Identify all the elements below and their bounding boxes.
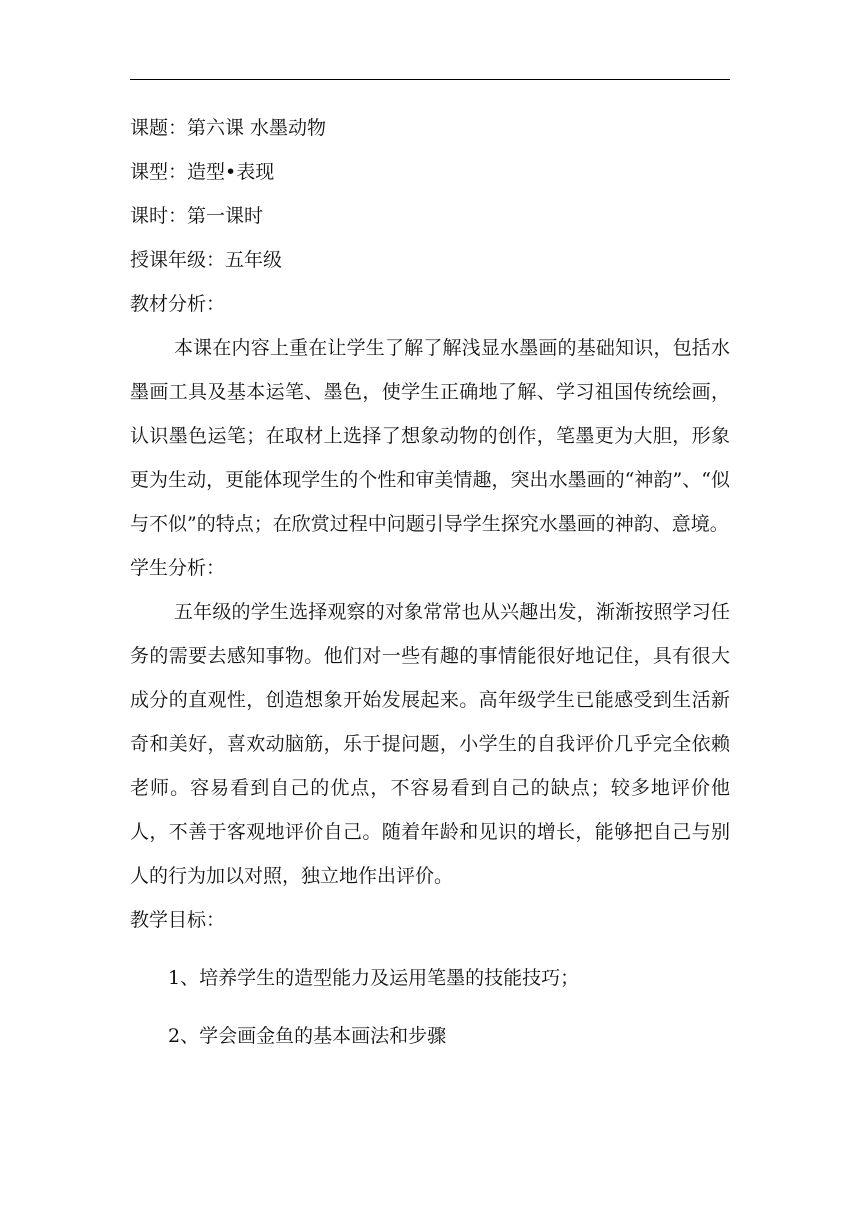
material-analysis-text: 本课在内容上重在让学生了解了解浅显水墨画的基础知识，包括水墨画工具及基本运笔、墨色，使学生正确地了解、学习祖国传统绘画，认识墨色运笔；在取材上选择了想象动物的创作，笔墨更为大胆，形象更为生动，更能体现学生的个性和审美情趣，突出水墨画的“神韵”、“似与不似”的特点；在欣赏过程中问题引导学生探究水墨画的神韵、意境。	[130, 337, 730, 535]
lesson-period: 课时：第一课时	[130, 205, 264, 227]
header-rule	[130, 79, 730, 80]
lesson-grade: 授课年级：五年级	[130, 249, 283, 271]
student-analysis-text: 五年级的学生选择观察的对象常常也从兴趣出发，渐渐按照学习任务的需要去感知事物。他们对一些有趣的事情能很好地记住，具有很大成分的直观性，创造想象开始发展起来。高年级学生已能感受到生活新奇和美好，喜欢动脑筋，乐于提问题，小学生的自我评价几乎完全依赖老师。容易看到自己的优点，不容易看到自己的缺点；较多地评价他人，不善于客观地评价自己。随着年龄和见识的增长，能够把自己与别人的行为加以对照，独立地作出评价。	[130, 601, 730, 887]
lesson-type: 课型：造型•表现	[130, 161, 275, 183]
student-analysis-heading: 学生分析：	[130, 557, 226, 579]
teaching-goals-heading: 教学目标：	[130, 909, 226, 931]
document-body	[130, 106, 730, 1065]
lesson-topic: 课题：第六课 水墨动物	[130, 117, 327, 139]
teaching-goal-item: 2、学会画金鱼的基本画法和步骤	[168, 1025, 447, 1047]
material-analysis-heading: 教材分析：	[130, 293, 226, 315]
teaching-goal-item: 1、培养学生的造型能力及运用笔墨的技能技巧；	[168, 967, 580, 989]
spacer	[130, 942, 730, 949]
